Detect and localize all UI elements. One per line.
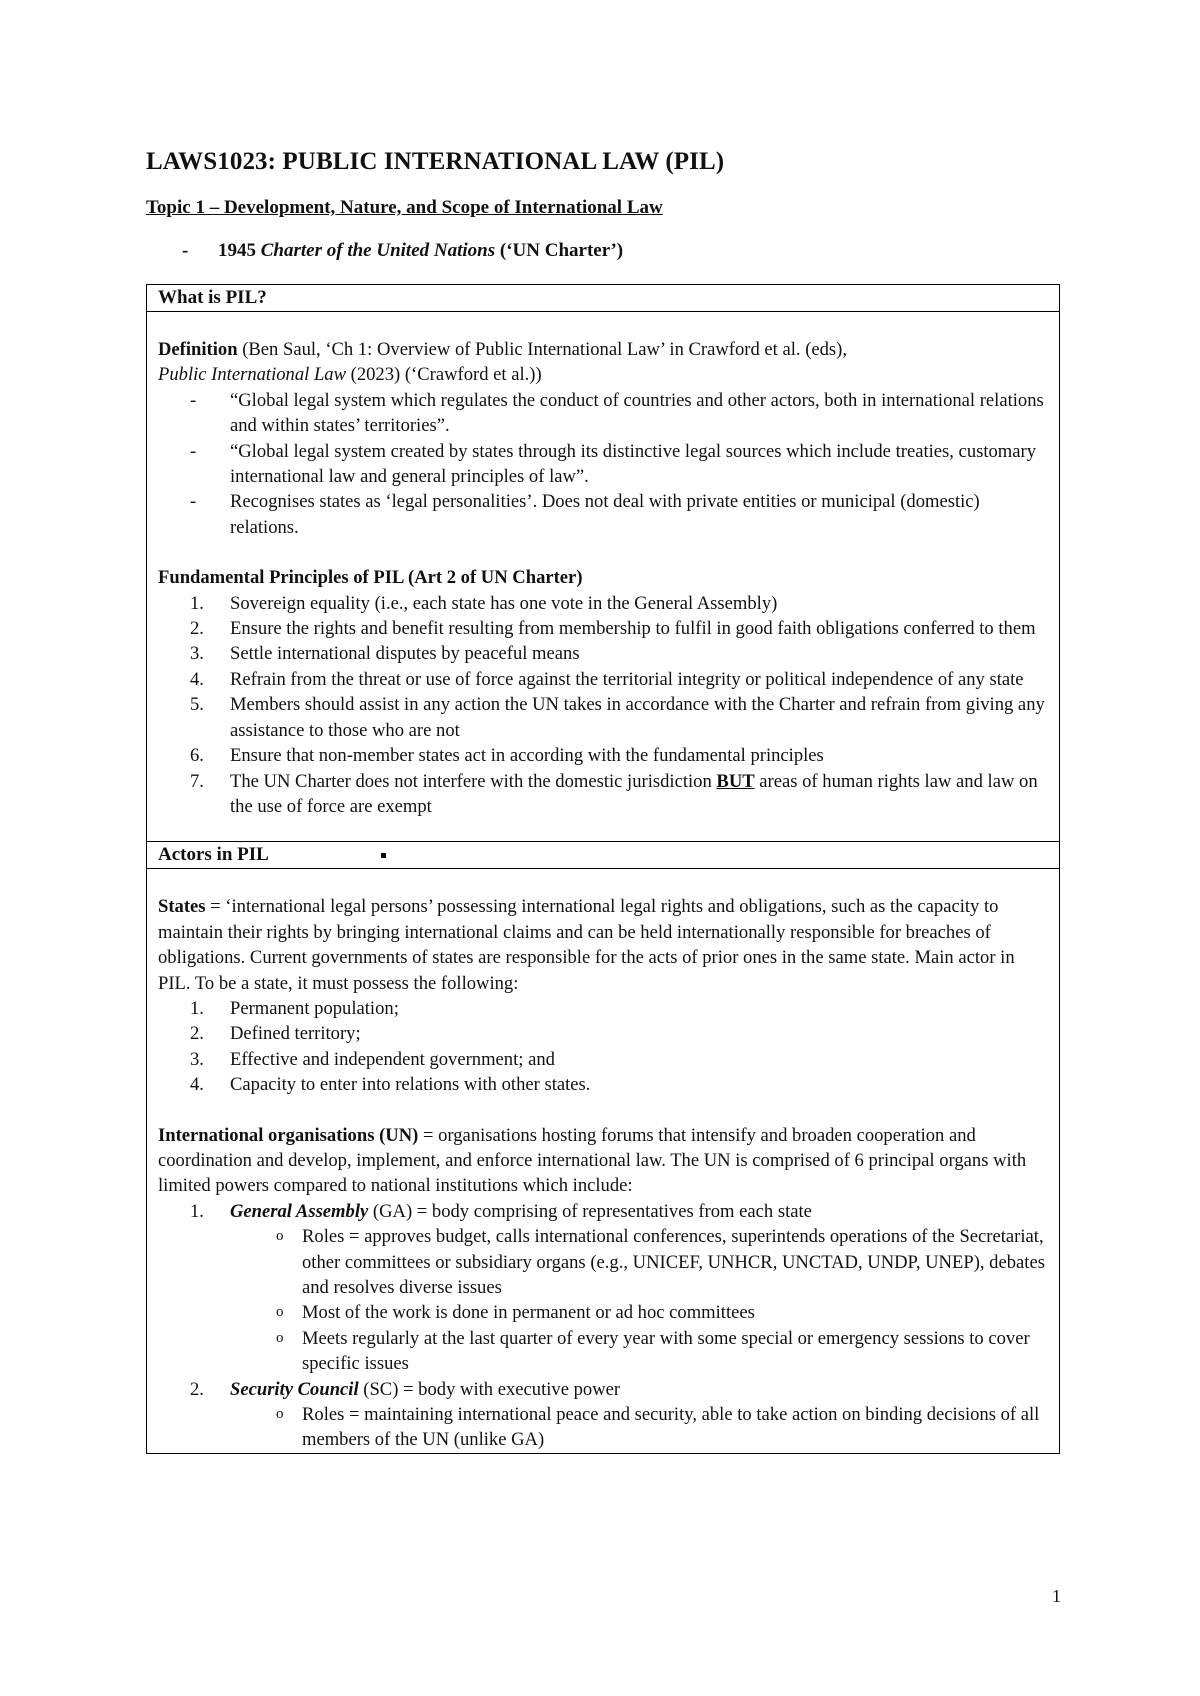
definition-book: Public International Law — [158, 364, 346, 386]
section-body-what-is-pil — [147, 312, 1060, 842]
orgs-paragraph — [158, 1123, 1048, 1199]
charter-abbr: (‘UN Charter’) — [495, 240, 624, 261]
list-item — [158, 641, 1048, 666]
states-paragraph — [158, 894, 1048, 996]
charter-name: Charter of the United Nations — [260, 240, 496, 261]
number-marker: 3. — [190, 1048, 204, 1070]
list-item — [158, 1224, 1048, 1300]
section-header-text: Actors in PIL — [158, 844, 269, 866]
number-marker: 2. — [190, 1378, 204, 1400]
definition-citation-end: (2023) (‘Crawford et al.)) — [346, 364, 542, 386]
list-item — [158, 616, 1048, 641]
list-item-text: Settle international disputes by peaceful means — [230, 643, 580, 665]
number-marker: 2. — [190, 1023, 204, 1045]
number-marker: 6. — [190, 745, 204, 767]
list-item — [158, 1021, 1048, 1046]
topic-heading: Topic 1 – Development, Nature, and Scope of International Law — [146, 197, 663, 218]
list-item — [158, 692, 1048, 743]
list-item-text: Meets regularly at the last quarter of every year with some special or emergency sessions to cover specific issues — [302, 1327, 1030, 1375]
dash-marker: - — [190, 491, 197, 513]
circle-bullet-icon: o — [276, 1304, 284, 1321]
list-item — [158, 1047, 1048, 1072]
number-marker: 1. — [190, 1200, 204, 1222]
list-item-text: Sovereign equality (i.e., each state has one vote in the General Assembly) — [230, 592, 778, 614]
list-item — [158, 1402, 1048, 1453]
ga-name: General Assembly — [230, 1200, 369, 1222]
dash-marker: - — [182, 240, 189, 261]
list-item-text: Roles = maintaining international peace and security, able to take action on binding decisions of all members of the UN (unlike GA) — [302, 1404, 1040, 1451]
list-item-text: Most of the work is done in permanent or ad hoc committees — [302, 1302, 755, 1324]
dash-marker: - — [190, 389, 197, 411]
number-marker: 1. — [190, 592, 204, 614]
list-item-text: Defined territory; — [230, 1023, 361, 1045]
definition-label: Definition — [158, 339, 238, 360]
list-item-text: Recognises states as ‘legal personalities’. Does not deal with private entities or municipal (domestic) relations. — [230, 491, 980, 538]
section-header-what-is-pil: What is PIL? — [147, 285, 1060, 312]
list-item-text: Roles = approves budget, calls international conferences, superintends operations of the Secretariat, other committees or subsidiary organs (e.g., UNICEF, UNHCR, UNCTAD, UNDP, UNEP), debates and resolves diverse issues — [302, 1226, 1045, 1298]
orgs-label: International organisations (UN) — [158, 1124, 419, 1146]
list-item — [158, 769, 1048, 820]
number-marker: 3. — [190, 643, 204, 665]
states-text: = ‘international legal persons’ possessing international legal rights and obligations, such as the capacity to maintain their rights by bringing international claims and can be held internationally responsible for breaches of obligations. Current governments of states are responsible for the acts of prior ones in the same state. Main actor in PIL. To be a state, it must possess the following: — [158, 896, 1015, 994]
notes-table — [146, 284, 1060, 1454]
sc-text: (SC) = body with executive power — [358, 1378, 621, 1400]
sc-name: Security Council — [230, 1378, 359, 1400]
circle-bullet-icon: o — [276, 1406, 284, 1423]
page-title: LAWS1023: PUBLIC INTERNATIONAL LAW (PIL) — [146, 148, 725, 175]
number-marker: 2. — [190, 618, 204, 640]
list-item — [158, 388, 1048, 439]
states-label: States — [158, 896, 206, 918]
charter-year: 1945 — [218, 240, 261, 261]
list-item — [158, 1199, 1048, 1224]
number-marker: 1. — [190, 997, 204, 1019]
list-item-text: The UN Charter does not interfere with the domestic jurisdiction — [230, 770, 717, 792]
definition-list — [158, 388, 1048, 540]
sc-sub-list — [158, 1402, 1048, 1453]
list-item-text: Members should assist in any action the UN takes in accordance with the Charter and refrain from giving any assistance to those who are not — [230, 694, 1045, 741]
list-item — [158, 1326, 1048, 1377]
list-item-text: “Global legal system which regulates the conduct of countries and other actors, both in international relations and within states’ territories”. — [230, 389, 1044, 437]
square-bullet-icon — [381, 853, 386, 858]
number-marker: 4. — [190, 668, 204, 690]
list-item-text: areas of human rights law and law on the use of force are exempt — [230, 770, 1038, 817]
ga-sub-list — [158, 1224, 1048, 1376]
list-item-text: Ensure the rights and benefit resulting from membership to fulfil in good faith obligations conferred to them — [230, 618, 1036, 640]
list-item — [158, 1072, 1048, 1097]
number-marker: 4. — [190, 1074, 204, 1096]
list-item — [158, 489, 1048, 540]
orgs-text: = organisations hosting forums that intensify and broaden cooperation and coordination and develop, implement, and enforce international law. The UN is comprised of 6 principal organs with limited powers compared to national institutions which include: — [158, 1124, 1027, 1197]
list-item — [158, 1300, 1048, 1325]
organs-list — [158, 1199, 1048, 1224]
number-marker: 5. — [190, 694, 204, 716]
principles-heading: Fundamental Principles of PIL (Art 2 of UN Charter) — [158, 567, 583, 589]
list-item — [158, 591, 1048, 616]
section-body-actors — [147, 869, 1060, 1454]
state-criteria-list — [158, 996, 1048, 1098]
definition-citation: (Ben Saul, ‘Ch 1: Overview of Public International Law’ in Crawford et al. (eds), — [237, 339, 848, 360]
list-item — [158, 996, 1048, 1021]
list-item-text: “Global legal system created by states through its distinctive legal sources which include treaties, customary international law and general principles of law”. — [230, 440, 1037, 488]
list-item-text: Permanent population; — [230, 997, 399, 1019]
list-item-text: Effective and independent government; and — [230, 1048, 555, 1070]
list-item — [158, 743, 1048, 768]
ga-text: (GA) = body comprising of representatives from each state — [368, 1200, 812, 1222]
list-item — [158, 439, 1048, 490]
number-marker: 7. — [190, 770, 204, 792]
definition-paragraph — [158, 337, 1048, 388]
dash-marker: - — [190, 440, 197, 462]
list-item — [158, 667, 1048, 692]
list-item-text: Refrain from the threat or use of force against the territorial integrity or political independence of any state — [230, 668, 1024, 690]
charter-line — [182, 240, 623, 262]
list-item-text: Capacity to enter into relations with other states. — [230, 1074, 591, 1096]
list-item-text: Ensure that non-member states act in according with the fundamental principles — [230, 745, 824, 767]
organs-list-cont — [158, 1377, 1048, 1402]
principles-list — [158, 591, 1048, 820]
circle-bullet-icon: o — [276, 1228, 284, 1245]
list-item — [158, 1377, 1048, 1402]
circle-bullet-icon: o — [276, 1329, 284, 1346]
section-header-actors — [147, 842, 1060, 869]
page-number: 1 — [1052, 1586, 1061, 1606]
emphasis-but: BUT — [716, 770, 755, 792]
